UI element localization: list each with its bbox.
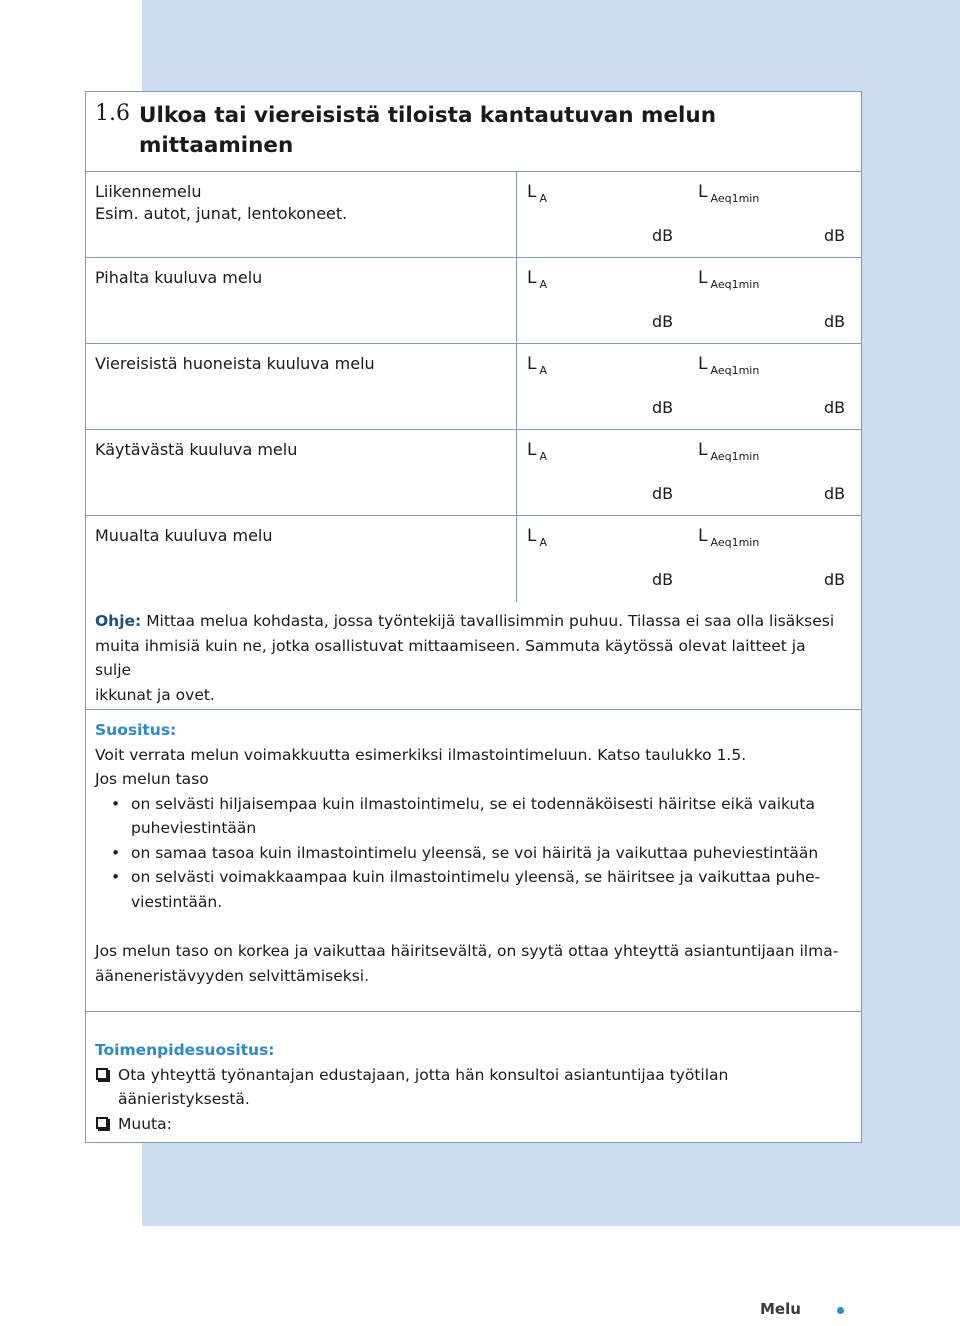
laeq-symbol: L $_{Aeq1min}$ [698,182,760,205]
list-item: • on selvästi hiljaisempaa kuin ilmastointimelu, se ei todennäköisesti häiritse eikä vaikuta puheviestintään [111,794,815,837]
measurement-row [86,516,861,602]
measurement-row [86,258,861,344]
la-symbol: L $_A$ [527,440,548,463]
recommendation-label: Suositus: [95,721,177,739]
section-number: 1.6 [95,101,130,126]
instruction-text: Ohje: Mittaa melua kohdasta, jossa työntekijä tavallisimmin puhuu. Tilassa ei saa olla lisäksesi muita ihmisiä kuin ne, jotka osallistuvat mittaamiseen. Sammuta käytössä olevat laitteet ja sulje ikkunat ja ovet. [95,612,835,704]
la-symbol: L $_A$ [527,354,548,377]
la-symbol: L $_A$ [527,268,548,291]
row-label: Liikennemelu [95,182,202,201]
laeq-unit: dB [824,398,846,417]
row-label: Käytävästä kuuluva melu [95,440,298,459]
laeq-unit: dB [824,484,846,503]
la-unit: dB [652,570,674,589]
section-header [86,92,861,172]
laeq-symbol: L $_{Aeq1min}$ [698,354,760,377]
action-section [86,1012,861,1142]
list-item: • on samaa tasoa kuin ilmastointimelu yleensä, se voi häiritä ja vaikuttaa puheviestintään [111,843,819,862]
instruction-label: Ohje: [95,612,142,630]
measurement-row [86,172,861,258]
row-label: Muualta kuuluva melu [95,526,273,545]
recommendation-text: Suositus: Voit verrata melun voimakkuutta esimerkiksi ilmastointimeluun. Katso taulukko 1.5. Jos melun taso • on selvästi hiljaisempaa kuin ilmastointimelu, se ei todennäköisesti häiritse eikä vaikuta puheviestintään • on samaa tasoa kuin ilmastointimelu yleensä, se voi häiritä ja vaikuttaa puheviestintään • on selvästi voimakkaampaa kuin ilmastointimelu yleensä, se häiritsee ja vaikuttaa puhe- viestintään. Jos melun taso on korkea ja vaikuttaa häiritsevältä, on syytä ottaa yhteyttä asiantuntijaan ilma- ääneneristävyyden selvittämiseksi. [95,718,845,988]
footer-label: Melu [760,1300,801,1318]
row-label: Pihalta kuuluva melu [95,268,263,287]
recommendation-section [86,710,861,1012]
la-unit: dB [652,226,674,245]
section-title: Ulkoa tai viereisistä tiloista kantautuvan melun mittaaminen [139,103,717,158]
la-unit: dB [652,484,674,503]
checkbox-icon[interactable] [96,1117,108,1129]
form-frame [85,91,862,1143]
list-item: • on selvästi voimakkaampaa kuin ilmastointimelu yleensä, se häiritsee ja vaikuttaa puhe- viestintään. [111,868,821,911]
instruction-section [86,602,861,710]
footer-dot-icon [837,1307,844,1314]
row-label: Viereisistä huoneista kuuluva melu [95,354,375,373]
laeq-unit: dB [824,570,846,589]
laeq-symbol: L $_{Aeq1min}$ [698,268,760,291]
la-unit: dB [652,312,674,331]
action-text [95,1038,845,1136]
row-sublabel: Esim. autot, junat, lentokoneet. [95,204,348,223]
checkbox-icon[interactable] [96,1068,108,1080]
la-symbol: L $_A$ [527,526,548,549]
checkbox-item[interactable]: Ota yhteyttä työnantajan edustajaan, jotta hän konsultoi asiantuntijaa työtilan äänieristyksestä. [95,1063,845,1112]
measurement-row [86,344,861,430]
measurement-row [86,430,861,516]
laeq-symbol: L $_{Aeq1min}$ [698,526,760,549]
action-label: Toimenpidesuositus: [95,1041,275,1059]
la-unit: dB [652,398,674,417]
la-symbol: L $_A$ [527,182,548,205]
checkbox-item[interactable]: Muuta: [95,1112,845,1137]
laeq-unit: dB [824,312,846,331]
laeq-symbol: L $_{Aeq1min}$ [698,440,760,463]
laeq-unit: dB [824,226,846,245]
